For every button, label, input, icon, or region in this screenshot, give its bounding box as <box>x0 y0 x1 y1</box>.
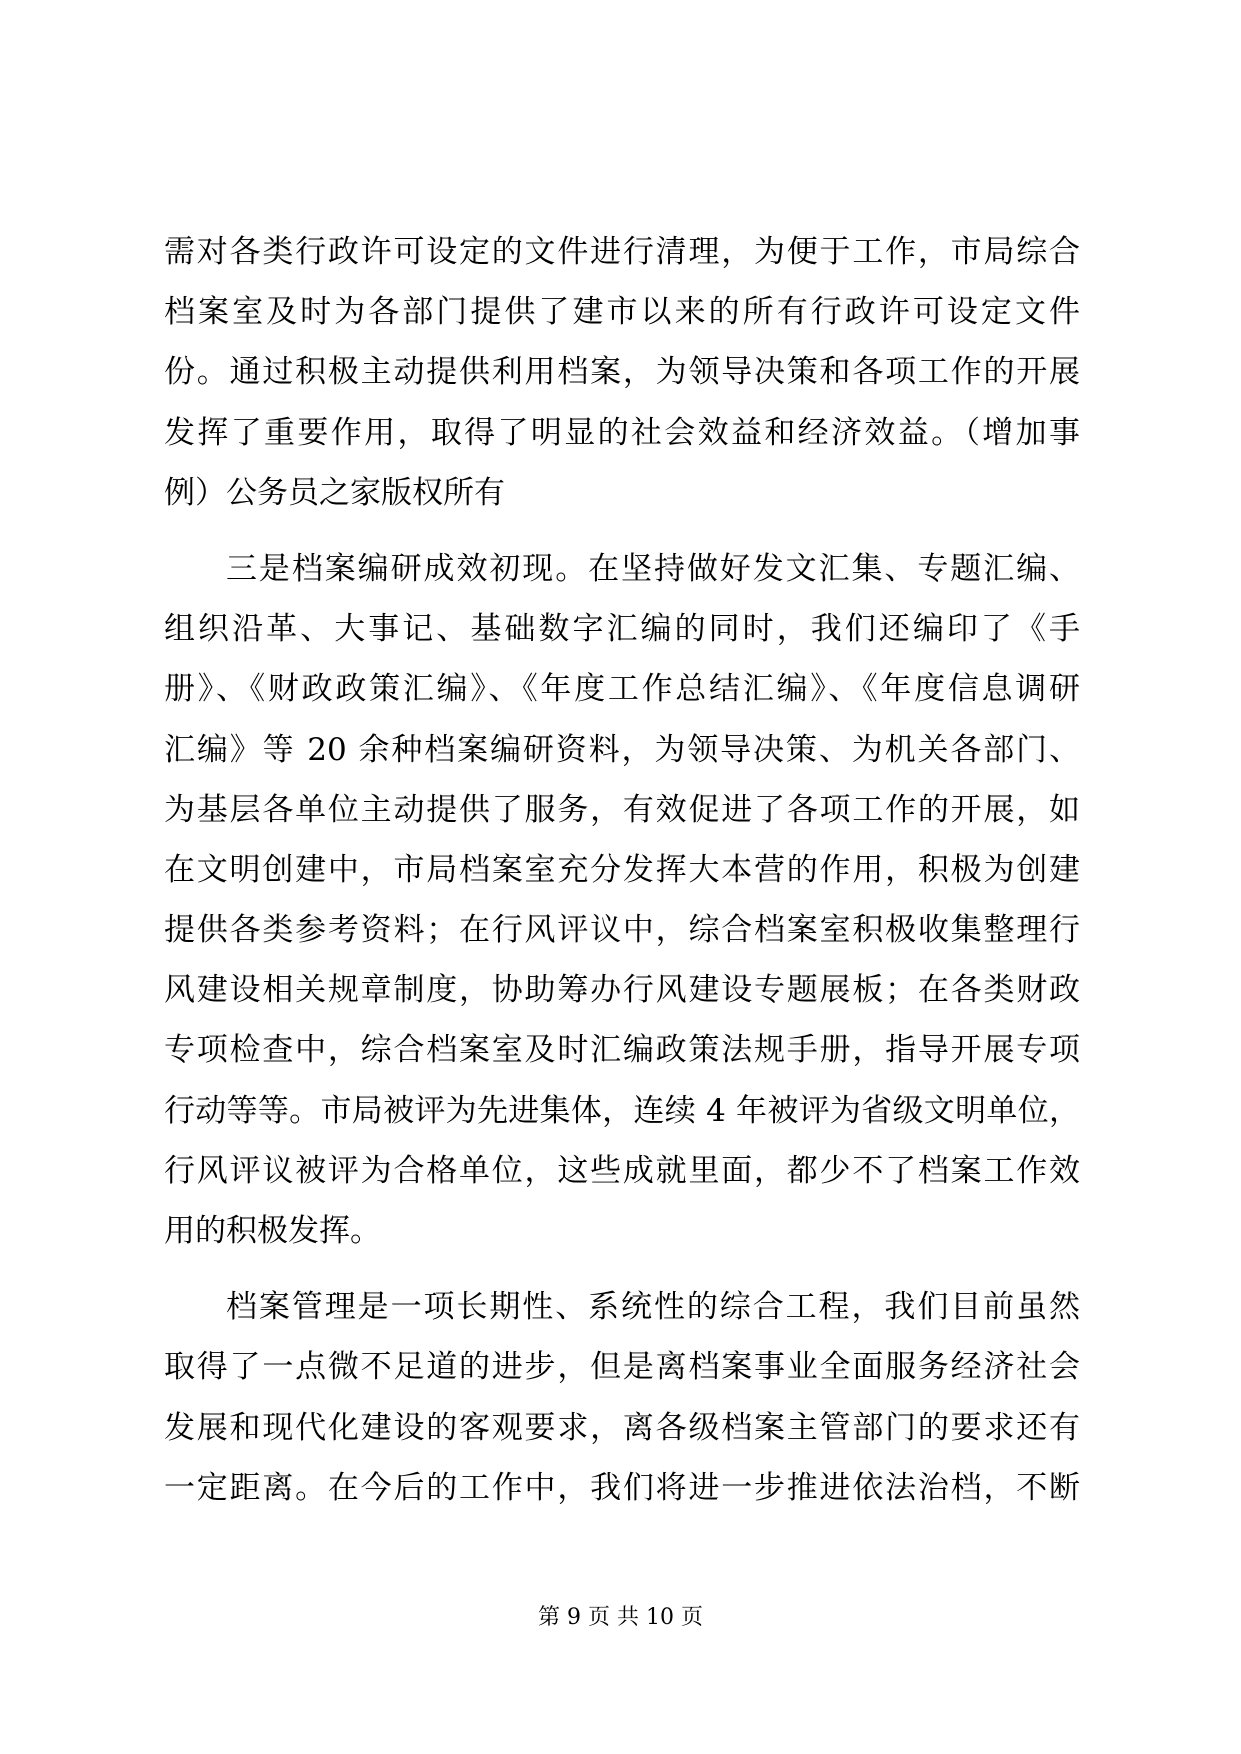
paragraph-spacer <box>164 1261 1080 1277</box>
paragraph-3 <box>164 1277 1080 1518</box>
text-line: 例）公务员之家版权所有 <box>164 474 505 511</box>
text-line: 风建设相关规章制度，协助筹办行风建设专题展板；在各类财政 <box>164 972 1080 1009</box>
text-line: 行动等等。市局被评为先进集体，连续 4 年被评为省级文明单位， <box>164 1092 1080 1129</box>
text-line: 在文明创建中，市局档案室充分发挥大本营的作用，积极为创建 <box>164 851 1080 888</box>
text-line: 档案室及时为各部门提供了建市以来的所有行政许可设定文件 <box>164 294 1080 331</box>
text-line: 发展和现代化建设的客观要求，离各级档案主管部门的要求还有 <box>164 1409 1080 1446</box>
paragraph-1 <box>164 222 1080 523</box>
text-line: 三是档案编研成效初现。在坚持做好发文汇集、专题汇编、 <box>226 550 1080 587</box>
page-number-footer: 第 9 页 共 10 页 <box>538 1605 703 1630</box>
text-line: 专项检查中，综合档案室及时汇编政策法规手册，指导开展专项 <box>164 1032 1080 1069</box>
text-line: 一定距离。在今后的工作中，我们将进一步推进依法治档，不断 <box>164 1469 1080 1506</box>
text-line: 汇编》等 20 余种档案编研资料，为领导决策、为机关各部门、 <box>164 731 1080 768</box>
text-line: 份。通过积极主动提供利用档案，为领导决策和各项工作的开展 <box>164 354 1080 391</box>
document-body <box>164 222 1080 1518</box>
text-line: 提供各类参考资料；在行风评议中，综合档案室积极收集整理行 <box>164 912 1080 949</box>
text-line: 发挥了重要作用，取得了明显的社会效益和经济效益。（增加事 <box>164 414 1080 451</box>
paragraph-spacer <box>164 523 1080 539</box>
text-line: 行风评议被评为合格单位，这些成就里面，都少不了档案工作效 <box>164 1152 1080 1189</box>
text-line: 需对各类行政许可设定的文件进行清理，为便于工作，市局综合 <box>164 234 1080 270</box>
text-line: 册》、《财政政策汇编》、《年度工作总结汇编》、《年度信息调研 <box>164 671 1080 708</box>
text-line: 组织沿革、大事记、基础数字汇编的同时，我们还编印了《手 <box>164 611 1080 648</box>
paragraph-2 <box>164 539 1080 1261</box>
text-line: 取得了一点微不足道的进步，但是离档案事业全面服务经济社会 <box>164 1349 1080 1386</box>
text-line: 用的积极发挥。 <box>164 1213 381 1249</box>
text-line: 为基层各单位主动提供了服务，有效促进了各项工作的开展，如 <box>164 791 1080 828</box>
text-line: 档案管理是一项长期性、系统性的综合工程，我们目前虽然 <box>226 1289 1080 1326</box>
